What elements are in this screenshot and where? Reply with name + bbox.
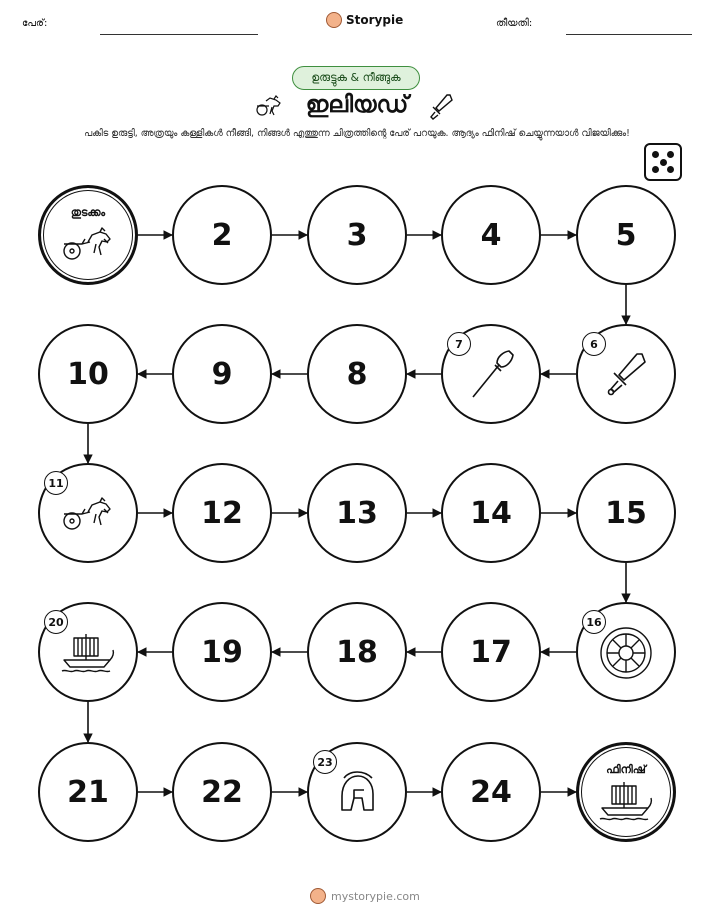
space-number-badge: 16 xyxy=(582,610,606,634)
board-space xyxy=(441,463,541,563)
board-space xyxy=(307,324,407,424)
finish-space xyxy=(576,742,676,842)
board-space xyxy=(172,324,272,424)
board-space xyxy=(576,185,676,285)
space-number-badge: 6 xyxy=(582,332,606,356)
name-label: പേര്: xyxy=(22,18,48,29)
board-space xyxy=(576,602,676,702)
board-space xyxy=(576,324,676,424)
space-number: 2 xyxy=(211,217,233,253)
board-space xyxy=(441,185,541,285)
footer xyxy=(310,888,420,904)
chariot-icon xyxy=(60,497,116,535)
start-label: തുടക്കം xyxy=(70,206,106,219)
space-number: 18 xyxy=(336,634,378,670)
helmet-icon xyxy=(334,768,380,822)
ship-icon xyxy=(58,630,118,680)
space-number: 22 xyxy=(201,774,243,810)
board-space xyxy=(172,185,272,285)
activity-pill: ഉരുട്ടുക & നീങ്ങുക xyxy=(292,66,420,90)
space-number: 19 xyxy=(201,634,243,670)
space-number: 12 xyxy=(201,495,243,531)
instructions: പകിട ഉരുട്ടി, അത്രയും കള്ളികൾ നീങ്ങി, നിങ്ങൾ എത്തുന്ന ചിത്രത്തിന്റെ പേര് പറയുക. ആദ്യം ഫിനിഷ് ചെയ്യുന്നയാൾ വിജയിക്കും! xyxy=(84,128,630,139)
space-number: 3 xyxy=(346,217,368,253)
space-number: 10 xyxy=(67,356,109,392)
sword-icon xyxy=(604,350,648,404)
board-space xyxy=(38,742,138,842)
space-number: 8 xyxy=(346,356,368,392)
board-space xyxy=(172,463,272,563)
board-space xyxy=(307,602,407,702)
shield-icon xyxy=(598,625,654,685)
board-space xyxy=(576,463,676,563)
brand-name: Storypie xyxy=(346,13,404,27)
board-space xyxy=(38,602,138,702)
board-space xyxy=(307,463,407,563)
space-number-badge: 11 xyxy=(44,471,68,495)
mascot-icon xyxy=(310,888,326,904)
ship-icon xyxy=(596,778,656,828)
board-space xyxy=(38,463,138,563)
space-number-badge: 7 xyxy=(447,332,471,356)
space-number: 9 xyxy=(211,356,233,392)
space-number: 4 xyxy=(480,217,502,253)
space-number: 17 xyxy=(470,634,512,670)
space-number: 15 xyxy=(605,495,647,531)
space-number: 13 xyxy=(336,495,378,531)
finish-label: ഫിനിഷ് xyxy=(606,763,646,776)
space-number: 14 xyxy=(470,495,512,531)
space-number: 24 xyxy=(470,774,512,810)
space-number-badge: 20 xyxy=(44,610,68,634)
board-space xyxy=(307,185,407,285)
board-space xyxy=(307,742,407,842)
start-space xyxy=(38,185,138,285)
footer-url: mystorypie.com xyxy=(331,889,420,903)
board-space xyxy=(441,602,541,702)
board-space xyxy=(441,742,541,842)
board-space xyxy=(38,324,138,424)
spear-icon xyxy=(465,347,517,407)
space-number-badge: 23 xyxy=(313,750,337,774)
board-space xyxy=(172,602,272,702)
page-title: ഇലിയഡ് xyxy=(305,92,409,118)
chariot-icon xyxy=(60,227,116,265)
board-space xyxy=(172,742,272,842)
space-number: 21 xyxy=(67,774,109,810)
space-number: 5 xyxy=(615,217,637,253)
date-label: തീയതി: xyxy=(496,18,533,29)
board-space xyxy=(441,324,541,424)
